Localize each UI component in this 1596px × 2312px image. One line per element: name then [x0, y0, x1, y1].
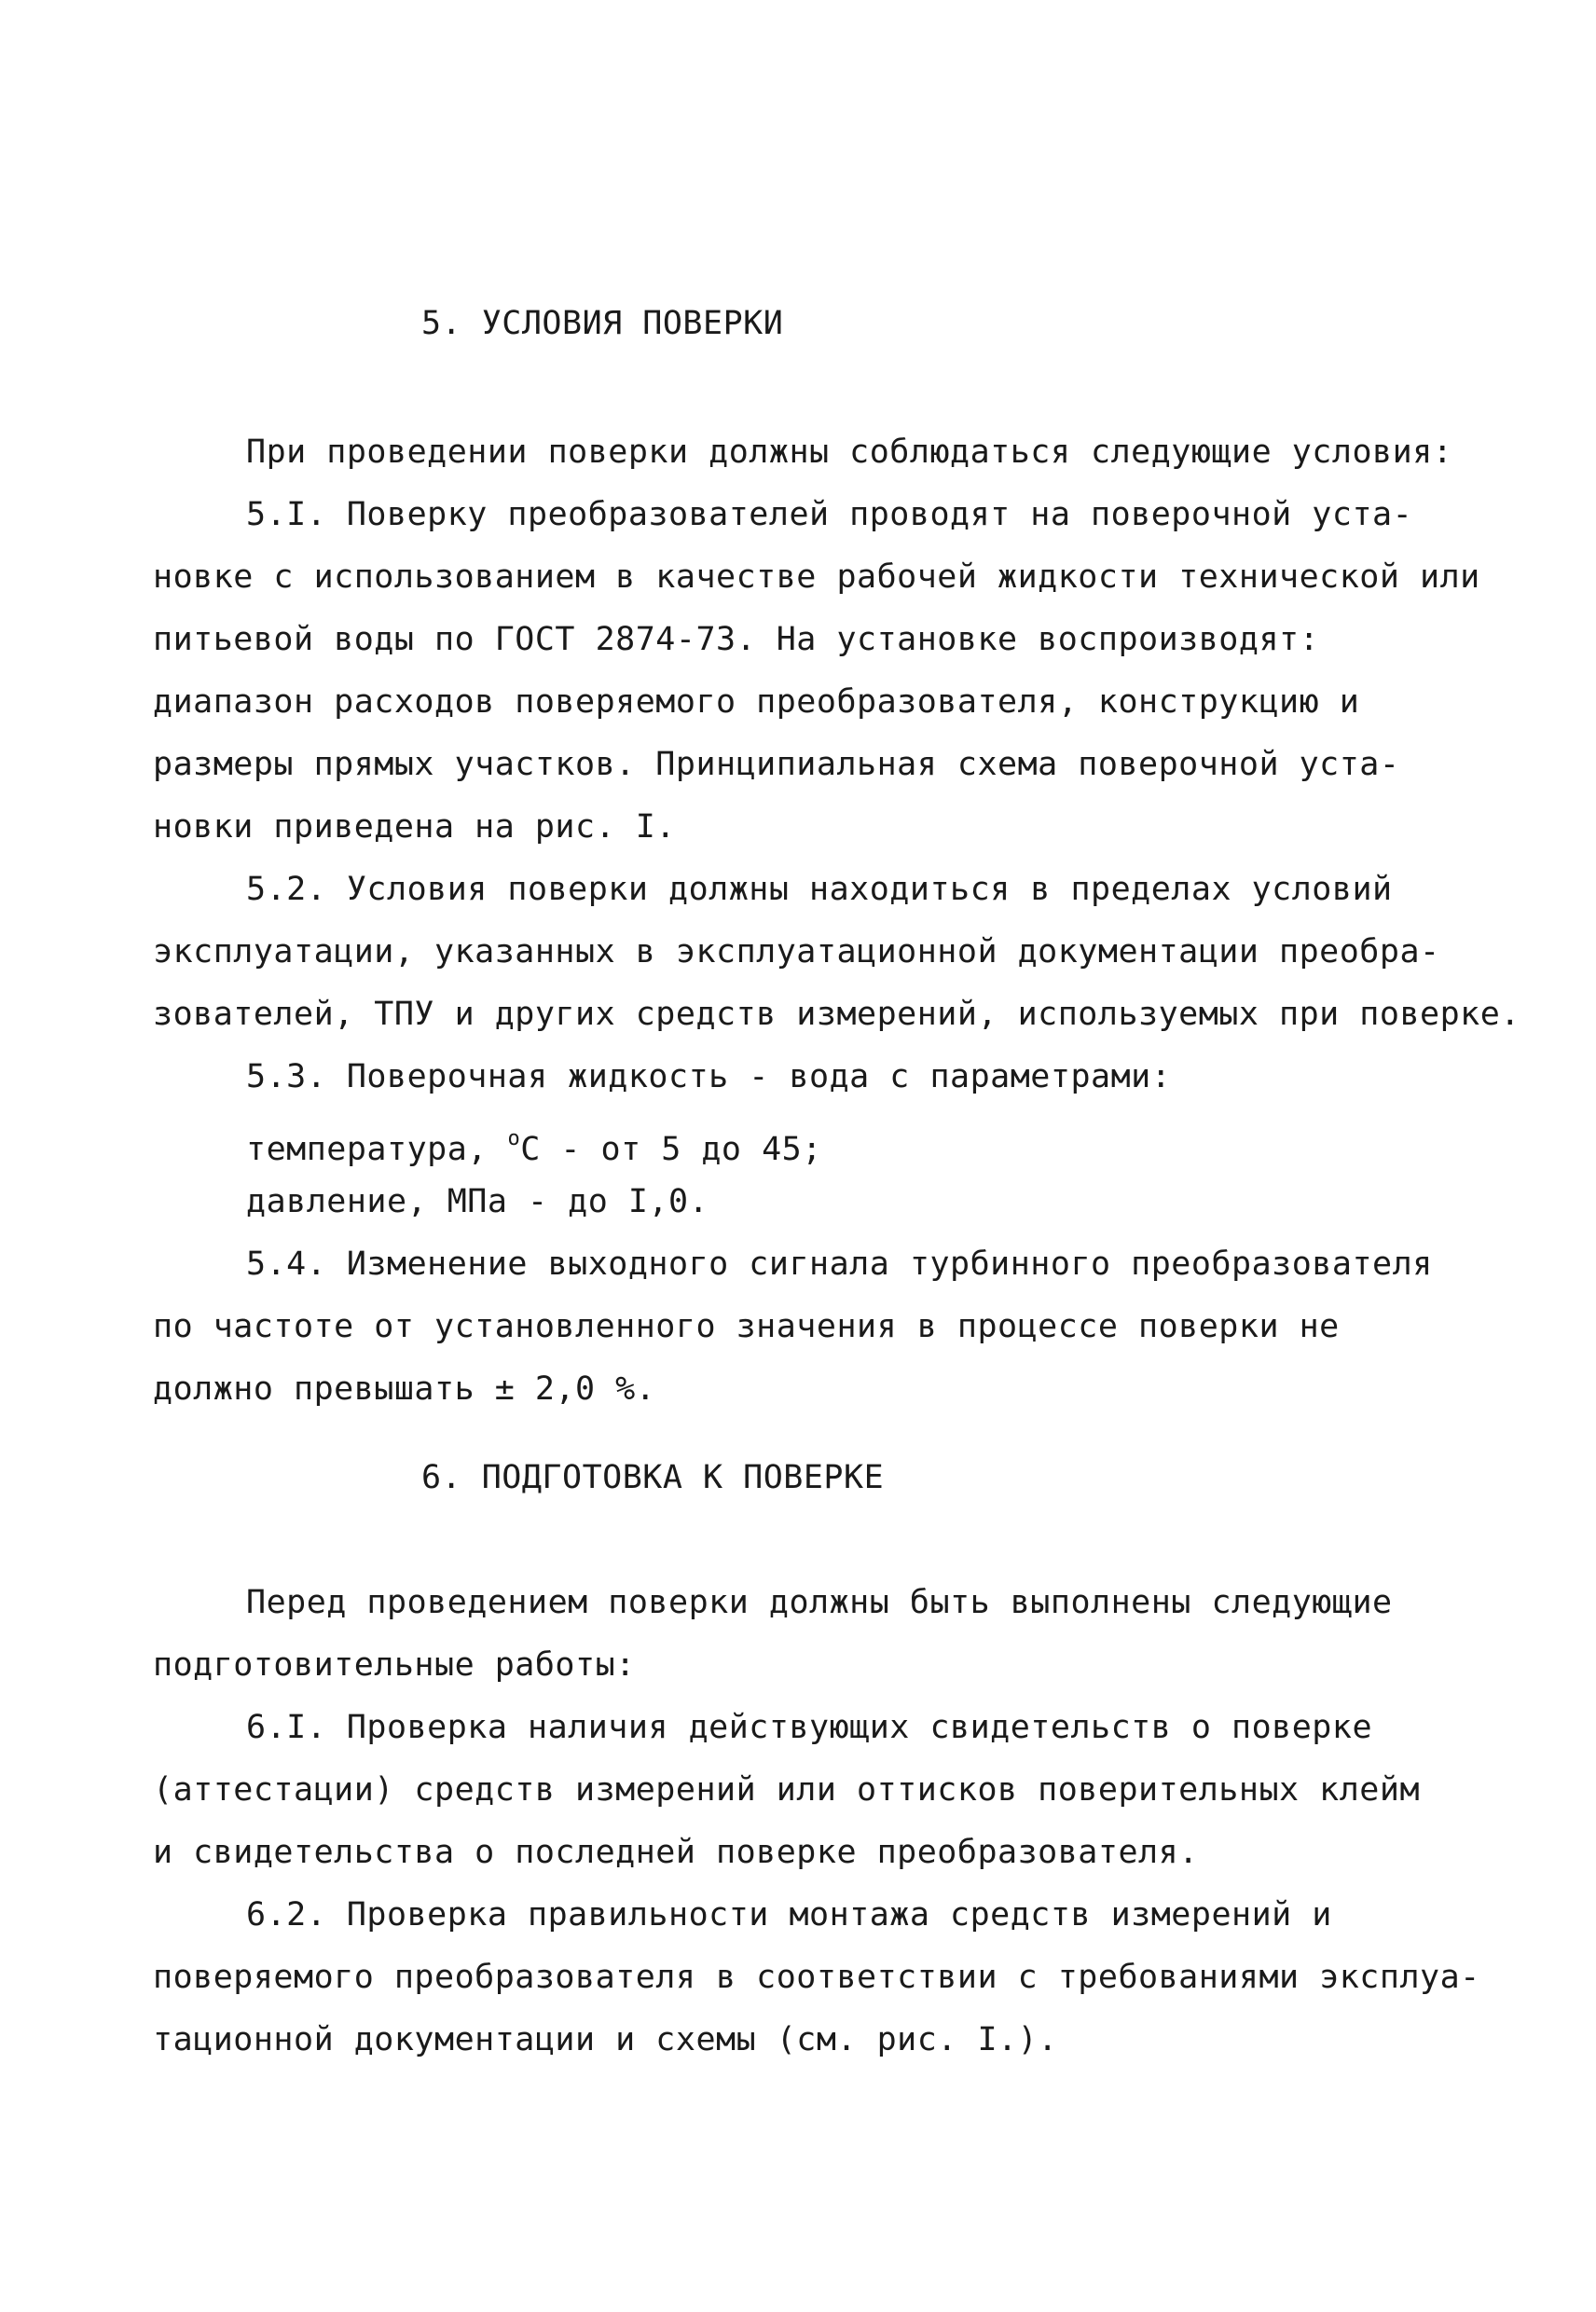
para-5-1-line-3: питьевой воды по ГОСТ 2874-73. На установке воспроизводят:: [153, 621, 1320, 658]
section-6-heading: 6. ПОДГОТОВКА К ПОВЕРКЕ: [421, 1459, 885, 1496]
para-5-2-line-2: эксплуатации, указанных в эксплуатационной документации преобра-: [153, 933, 1440, 970]
temperature-label: температура,: [246, 1131, 488, 1168]
para-5-4-line-1: 5.4. Изменение выходного сигнала турбинного преобразователя: [246, 1245, 1433, 1283]
para-5-1-line-4: диапазон расходов поверяемого преобразователя, конструкцию и: [153, 683, 1360, 721]
degree-sign: o: [507, 1127, 521, 1150]
para-6-2-line-3: тационной документации и схемы (см. рис. I.).: [153, 2021, 1058, 2058]
temperature-unit: С: [520, 1131, 541, 1168]
para-5-2-line-1: 5.2. Условия поверки должны находиться в пределах условий: [246, 871, 1393, 908]
section-5-heading: 5. УСЛОВИЯ ПОВЕРКИ: [421, 305, 784, 342]
para-5-1-line-5: размеры прямых участков. Принципиальная схема поверочной уста-: [153, 746, 1400, 783]
para-6-2-line-1: 6.2. Проверка правильности монтажа средств измерений и: [246, 1896, 1332, 1934]
para-5-1-line-2: новке с использованием в качестве рабочей жидкости технической или: [153, 558, 1480, 596]
para-5-3-line-1: 5.3. Поверочная жидкость - вода с параметрами:: [246, 1058, 1172, 1095]
para-6-1-line-1: 6.I. Проверка наличия действующих свидетельств о поверке: [246, 1709, 1373, 1746]
section-6-intro-line-2: подготовительные работы:: [153, 1646, 636, 1684]
para-6-1-line-2: (аттестации) средств измерений или оттисков поверительных клейм: [153, 1771, 1421, 1809]
para-6-2-line-2: поверяемого преобразователя в соответствии с требованиями эксплуа-: [153, 1959, 1480, 1996]
para-5-1-line-6: новки приведена на рис. I.: [153, 808, 676, 846]
para-5-4-line-2: по частоте от установленного значения в процессе поверки не: [153, 1308, 1340, 1345]
section-5-intro: При проведении поверки должны соблюдаться следующие условия:: [246, 434, 1453, 471]
section-6-intro-line-1: Перед проведением поверки должны быть выполнены следующие: [246, 1584, 1393, 1621]
para-5-2-line-3: зователей, ТПУ и других средств измерений, используемых при поверке.: [153, 996, 1520, 1033]
para-6-1-line-3: и свидетельства о последней поверке преобразователя.: [153, 1834, 1199, 1871]
temperature-range: - от 5 до 45;: [560, 1131, 822, 1168]
para-5-1-line-1: 5.I. Поверку преобразователей проводят на поверочной уста-: [246, 496, 1413, 533]
para-5-3-temperature: [246, 1119, 822, 1170]
para-5-4-line-3: должно превышать ± 2,0 %.: [153, 1370, 656, 1408]
para-5-3-pressure: давление, МПа - до I,0.: [246, 1183, 709, 1220]
